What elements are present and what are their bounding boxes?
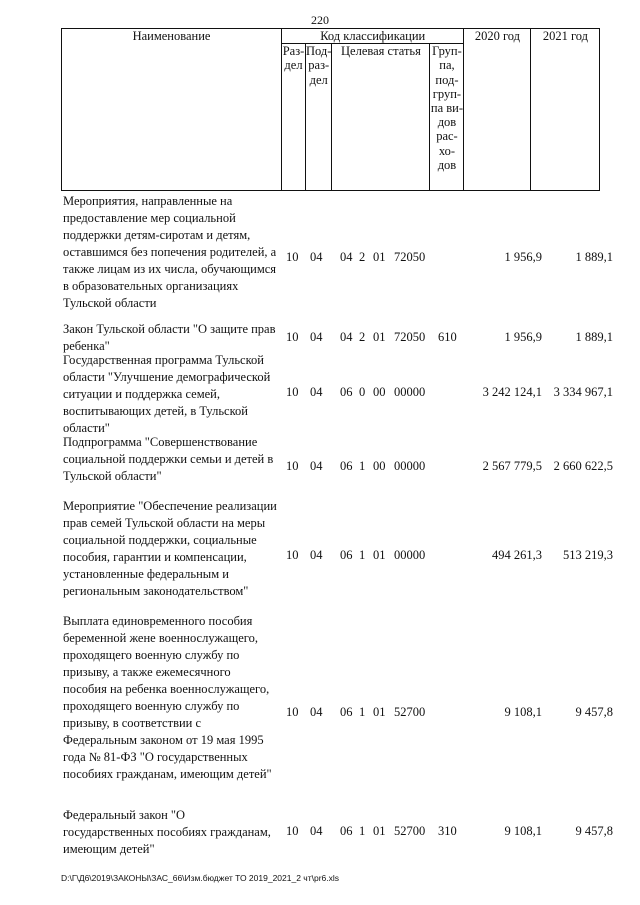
- row-target-subprogram: 1: [359, 548, 366, 562]
- row-podrazdel: 04: [310, 824, 323, 838]
- header-group: Груп-па, под-груп-па ви-дов рас-хо-дов: [430, 44, 464, 191]
- row-name: Федеральный закон "О государственных пособиях гражданам, имеющим детей": [63, 808, 271, 856]
- row-target-subprogram: 1: [359, 824, 366, 838]
- row-razdel: 10: [286, 250, 299, 264]
- row-razdel: 10: [286, 459, 299, 473]
- row-value-2021: 2 660 622,5: [553, 459, 613, 473]
- row-value-2020: 2 567 779,5: [482, 459, 542, 473]
- row-target-direction: 72050: [394, 330, 426, 344]
- row-target-event: 01: [373, 250, 386, 264]
- header-razdel: Раз-дел: [282, 44, 306, 191]
- row-target-subprogram: 2: [359, 330, 366, 344]
- row-razdel: 10: [286, 330, 299, 344]
- row-target-subprogram: 1: [359, 705, 366, 719]
- row-podrazdel: 04: [310, 330, 323, 344]
- row-razdel: 10: [286, 548, 299, 562]
- row-target-event: 00: [373, 459, 386, 473]
- row-value-2020: 1 956,9: [504, 250, 542, 264]
- row-value-2020: 3 242 124,1: [482, 385, 542, 399]
- header-name: Наименование: [62, 29, 282, 191]
- row-target-program: 06: [340, 385, 353, 399]
- row-value-2021: 1 889,1: [575, 250, 613, 264]
- row-value-2020: 9 108,1: [504, 705, 542, 719]
- row-name: Подпрограмма "Совершенствование социальной поддержки семьи и детей в Тульской области": [63, 435, 274, 483]
- row-target-direction: 00000: [394, 385, 426, 399]
- row-target-event: 01: [373, 705, 386, 719]
- table-header: [61, 28, 600, 191]
- header-2021: 2021 год: [531, 29, 600, 191]
- row-target-program: 04: [340, 250, 353, 264]
- row-group: 610: [438, 330, 457, 344]
- row-target-direction: 00000: [394, 459, 426, 473]
- row-value-2021: 9 457,8: [575, 824, 613, 838]
- row-target-program: 06: [340, 459, 353, 473]
- row-target-event: 01: [373, 548, 386, 562]
- row-group: 310: [438, 824, 457, 838]
- page-number: 220: [311, 13, 329, 27]
- row-razdel: 10: [286, 824, 299, 838]
- row-name: Государственная программа Тульской области "Улучшение демографической ситуации и поддержка семей, воспитывающих детей, в Тульской области": [63, 353, 271, 435]
- row-value-2021: 513 219,3: [563, 548, 613, 562]
- row-target-direction: 52700: [394, 824, 426, 838]
- row-value-2021: 3 334 967,1: [553, 385, 613, 399]
- row-name: Закон Тульской области "О защите прав ребенка": [63, 322, 276, 353]
- row-target-subprogram: 1: [359, 459, 366, 473]
- header-podrazdel: Под-раз-дел: [306, 44, 332, 191]
- row-value-2021: 9 457,8: [575, 705, 613, 719]
- row-target-event: 01: [373, 824, 386, 838]
- row-value-2020: 1 956,9: [504, 330, 542, 344]
- row-podrazdel: 04: [310, 250, 323, 264]
- row-target-event: 00: [373, 385, 386, 399]
- header-target: Целевая статья: [332, 44, 430, 191]
- row-name: Мероприятия, направленные на предоставление мер социальной поддержки детям-сиротам и детям, оставшимся без попечения родителей, а также лицам из их числа, обучающимся в образовательных организациях Тульской области: [63, 194, 277, 310]
- row-target-subprogram: 2: [359, 250, 366, 264]
- header-classification: Код классификации: [282, 29, 464, 44]
- row-target-direction: 52700: [394, 705, 426, 719]
- row-podrazdel: 04: [310, 548, 323, 562]
- row-target-event: 01: [373, 330, 386, 344]
- row-razdel: 10: [286, 705, 299, 719]
- row-podrazdel: 04: [310, 385, 323, 399]
- row-podrazdel: 04: [310, 459, 323, 473]
- row-value-2020: 9 108,1: [504, 824, 542, 838]
- row-target-program: 06: [340, 705, 353, 719]
- file-path-footer: D:\Г\Д6\2019\ЗАКОНЫ\ЗАС_66\Изм.бюджет ТО 2019_2021_2 чт\pr6.xls: [61, 873, 340, 883]
- header-2020: 2020 год: [464, 29, 531, 191]
- row-razdel: 10: [286, 385, 299, 399]
- row-value-2020: 494 261,3: [492, 548, 542, 562]
- row-podrazdel: 04: [310, 705, 323, 719]
- row-value-2021: 1 889,1: [575, 330, 613, 344]
- row-target-program: 06: [340, 824, 353, 838]
- row-target-program: 04: [340, 330, 353, 344]
- row-target-program: 06: [340, 548, 353, 562]
- row-target-subprogram: 0: [359, 385, 366, 399]
- row-name: Мероприятие "Обеспечение реализации прав семей Тульской области на меры социальной поддержки, социальные пособия, гарантии и компенсации, установленные федеральным и региональным законодательством": [63, 499, 277, 598]
- row-target-direction: 00000: [394, 548, 426, 562]
- row-name: Выплата единовременного пособия беременной жене военнослужащего, проходящего военную службу по призыву, а также ежемесячного пособия на ребенка военнослужащего, проходящего военную службу по призыву, в соответствии с Федеральным законом от 19 мая 1995 года № 81-ФЗ "О государственных пособиях гражданам, имеющим детей": [63, 614, 272, 781]
- row-target-direction: 72050: [394, 250, 426, 264]
